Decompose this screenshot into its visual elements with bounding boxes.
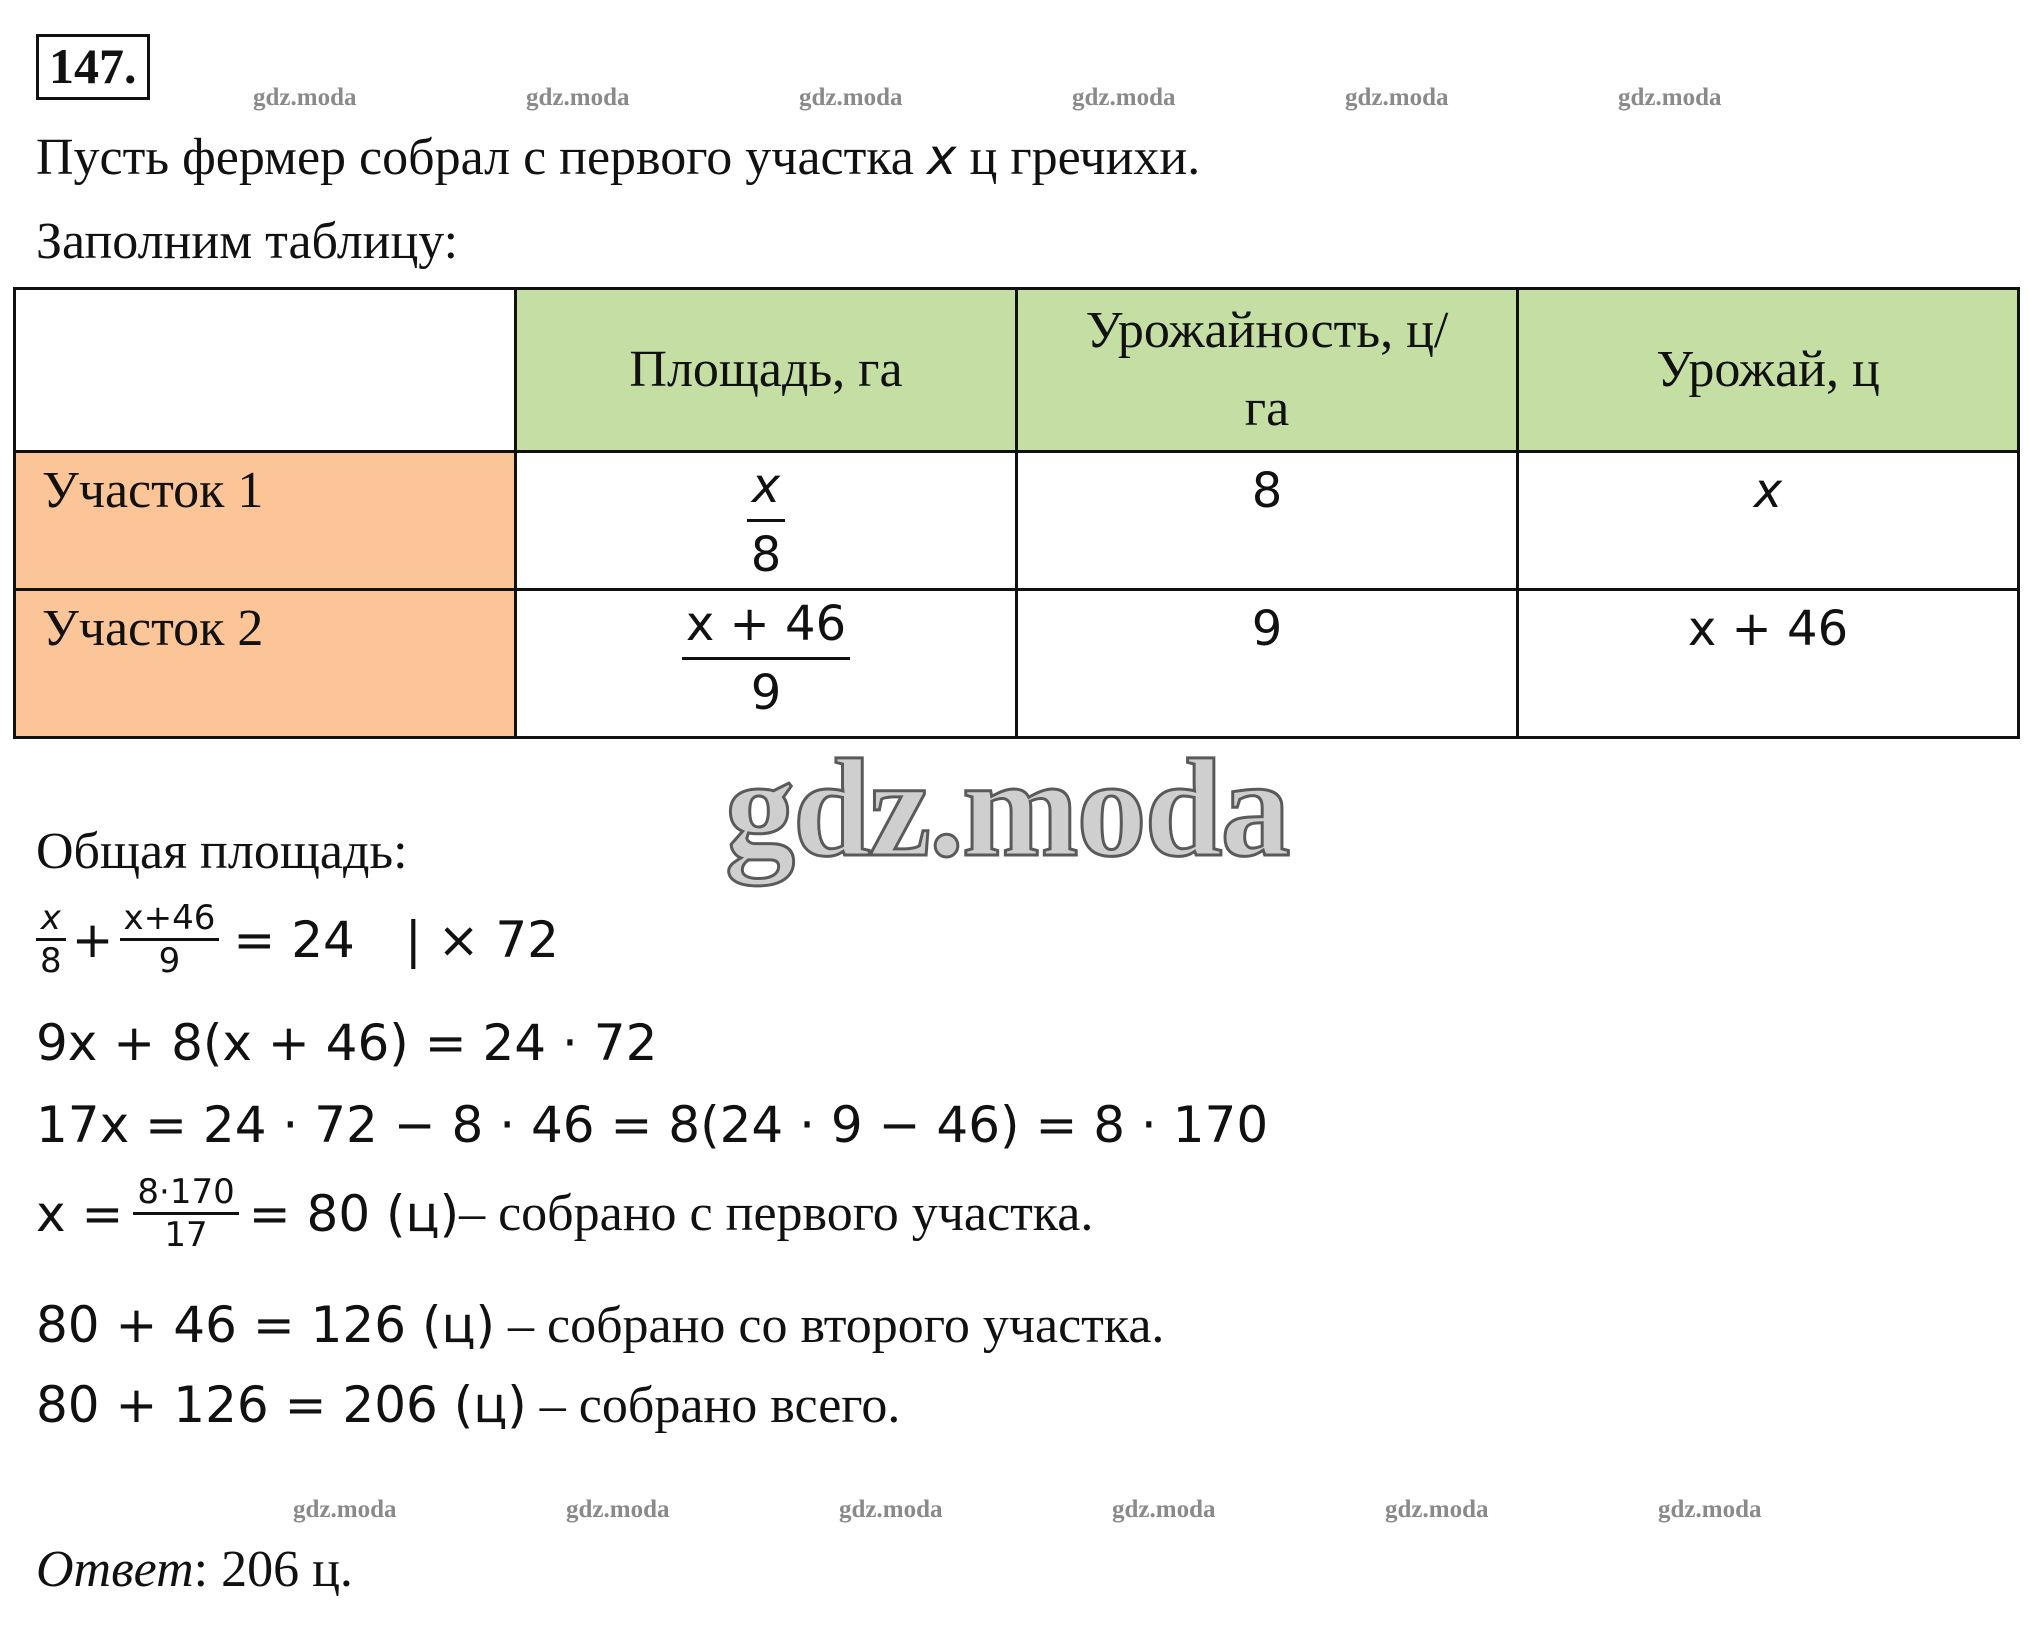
harvest-table <box>13 287 2020 739</box>
yield-rate-cell: 8 <box>1017 452 1518 590</box>
equation-5: 80 + 46 = 126 (ц) – собрано со второго участка. <box>36 1296 1165 1354</box>
harvest-cell: x + 46 <box>1518 590 2019 738</box>
equation-6: 80 + 126 = 206 (ц) – собрано всего. <box>36 1376 901 1434</box>
watermark: gdz.moda <box>253 84 357 111</box>
yield-rate-cell: 9 <box>1017 590 1518 738</box>
answer <box>36 1540 353 1599</box>
table-header-area: Площадь, га <box>516 289 1017 452</box>
fraction: $\frac{8\cdot 170}{17}$ <box>133 1172 238 1255</box>
watermark-large: gdz.moda <box>725 731 1289 886</box>
area-cell <box>516 452 1017 590</box>
watermark: gdz.moda <box>799 84 903 111</box>
watermark: gdz.moda <box>1658 1496 1762 1523</box>
table-header-yield-rate: Урожайность, ц/га <box>1017 289 1518 452</box>
fraction: $\frac{x+46}{9}$ <box>120 898 220 981</box>
table-row <box>15 452 2019 590</box>
watermark: gdz.moda <box>293 1496 397 1523</box>
answer-label: Ответ <box>36 1541 194 1598</box>
intro-line-1: Пусть фермер собрал с первого участка x ц гречихи. <box>36 128 1201 186</box>
area-cell <box>516 590 1017 738</box>
watermark: gdz.moda <box>526 84 630 111</box>
area-fraction: $\frac{x + 46}{9}$ <box>682 591 850 726</box>
problem-number: 147. <box>36 34 150 100</box>
area-fraction: $\frac{x}{8}$ <box>747 453 786 588</box>
intro-line-2: Заполним таблицу: <box>36 213 459 270</box>
equation-1: $\frac{x}{8}$ + $\frac{x+46}{9}$ = 24 | × 72 <box>36 898 559 981</box>
table-row <box>15 590 2019 738</box>
table-header-harvest: Урожай, ц <box>1518 289 2019 452</box>
table-header-empty <box>15 289 516 452</box>
equation-2: 9x + 8(x + 46) = 24 · 72 <box>36 1014 658 1072</box>
watermark: gdz.moda <box>839 1496 943 1523</box>
equation-3: 17x = 24 · 72 − 8 · 46 = 8(24 · 9 − 46) = 8 · 170 <box>36 1096 1269 1154</box>
row-label: Участок 1 <box>15 452 516 590</box>
watermark: gdz.moda <box>1385 1496 1489 1523</box>
watermark: gdz.moda <box>566 1496 670 1523</box>
total-area-label: Общая площадь: <box>36 823 408 880</box>
row-label: Участок 2 <box>15 590 516 738</box>
watermark: gdz.moda <box>1112 1496 1216 1523</box>
fraction: $\frac{x}{8}$ <box>36 898 66 981</box>
harvest-cell: x <box>1518 452 2019 590</box>
equation-4: x = $\frac{8\cdot 170}{17}$ = 80 (ц) – собрано с первого участка. <box>36 1172 1094 1255</box>
answer-value: : 206 ц. <box>193 1541 353 1598</box>
watermark: gdz.moda <box>1618 84 1722 111</box>
watermark: gdz.moda <box>1345 84 1449 111</box>
watermark: gdz.moda <box>1072 84 1176 111</box>
